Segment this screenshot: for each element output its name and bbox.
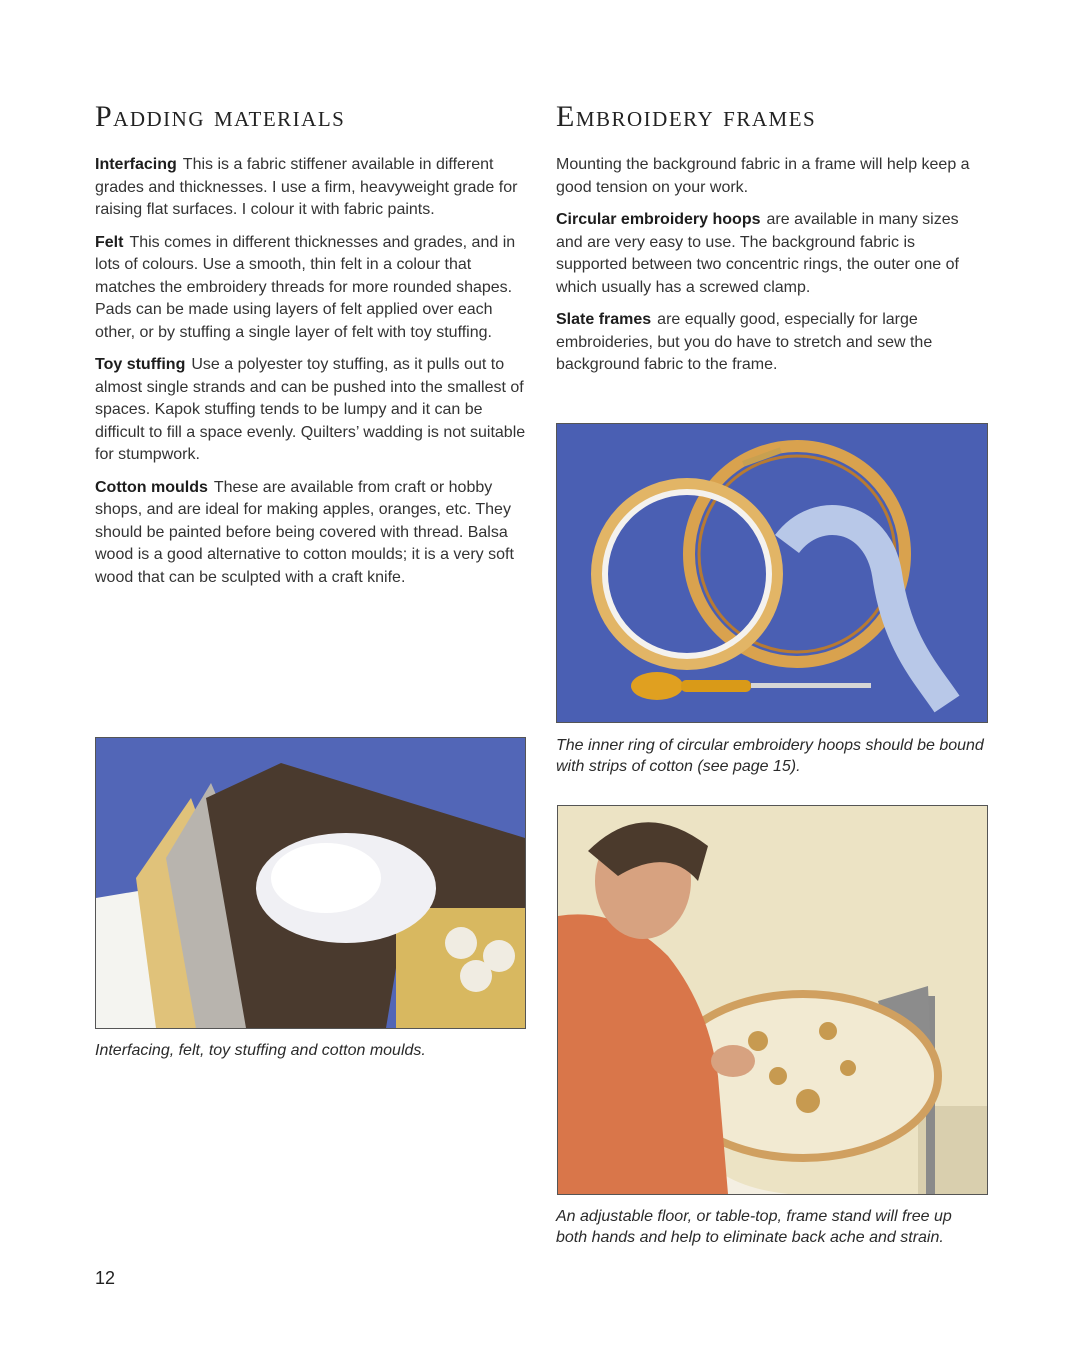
- text-circular-hoops: are available in many sizes and are very easy to use. The background fabric is supported between two concentric rings, the outer one of which usually has a screwed clamp.: [556, 211, 959, 296]
- term-cotton-moulds: Cotton moulds: [95, 478, 208, 496]
- left-column: [95, 100, 527, 599]
- hoops-caption: The inner ring of circular embroidery hoops should be bound with strips of cotton (see page 15).: [556, 737, 984, 775]
- frame-stand-photo: [557, 805, 988, 1195]
- term-circular-hoops: Circular embroidery hoops: [556, 211, 761, 228]
- padding-materials-heading: Padding materials: [95, 100, 346, 133]
- paragraph-intro: Mounting the background fabric in a frame will help keep a good tension on your work.: [556, 156, 970, 196]
- frame-stand-caption: An adjustable floor, or table-top, frame stand will free up both hands and help to eliminate back ache and strain.: [556, 1208, 952, 1246]
- text-cotton-moulds: These are available from craft or hobby shops, and are ideal for making apples, oranges, etc. They should be painted before being covered with thread. Balsa wood is a good alternative to cotton moulds; it is a very soft wood that can be sculpted with a craft knife.: [95, 478, 514, 586]
- term-slate-frames: Slate frames: [556, 311, 652, 328]
- paragraph-toy-stuffing: [95, 354, 527, 467]
- text-toy-stuffing: Use a polyester toy stuffing, as it pulls out to almost single strands and can be pushed into the smallest of spaces. Kapok stuffing tends to be lumpy and it can be difficult to fill a space evenly. Quilters’ wadding is not suitable for stumpwork.: [95, 356, 526, 463]
- right-column: [556, 100, 988, 387]
- text-slate-frames: are equally good, especially for large embroideries, but you do have to stretch and sew the background fabric to the frame.: [556, 311, 933, 373]
- paragraph-slate-frames: [556, 309, 988, 377]
- paragraph-cotton-moulds: [95, 477, 527, 590]
- hoops-photo: [556, 423, 988, 723]
- paragraph-circular-hoops: [556, 209, 988, 299]
- embroidery-frames-heading: Embroidery frames: [556, 100, 817, 133]
- text-felt: This comes in different thicknesses and grades, and in lots of colours. Use a smooth, thin felt in a colour that matches the embroidery threads for more rounded shapes. Pads can be made using layers of felt applied over each other, or by stuffing a single layer of felt with toy stuffing.: [95, 233, 516, 341]
- page-number: 12: [95, 1268, 116, 1288]
- term-felt: Felt: [95, 233, 124, 251]
- term-interfacing: Interfacing: [95, 156, 177, 173]
- paragraph-interfacing: [95, 154, 527, 222]
- paragraph-felt: [95, 232, 527, 345]
- padding-photo: [95, 737, 526, 1029]
- padding-caption: Interfacing, felt, toy stuffing and cotton moulds.: [95, 1042, 426, 1059]
- text-interfacing: This is a fabric stiffener available in different grades and thicknesses. I use a firm, heavyweight grade for raising flat surfaces. I colour it with fabric paints.: [95, 156, 518, 218]
- term-toy-stuffing: Toy stuffing: [95, 356, 186, 373]
